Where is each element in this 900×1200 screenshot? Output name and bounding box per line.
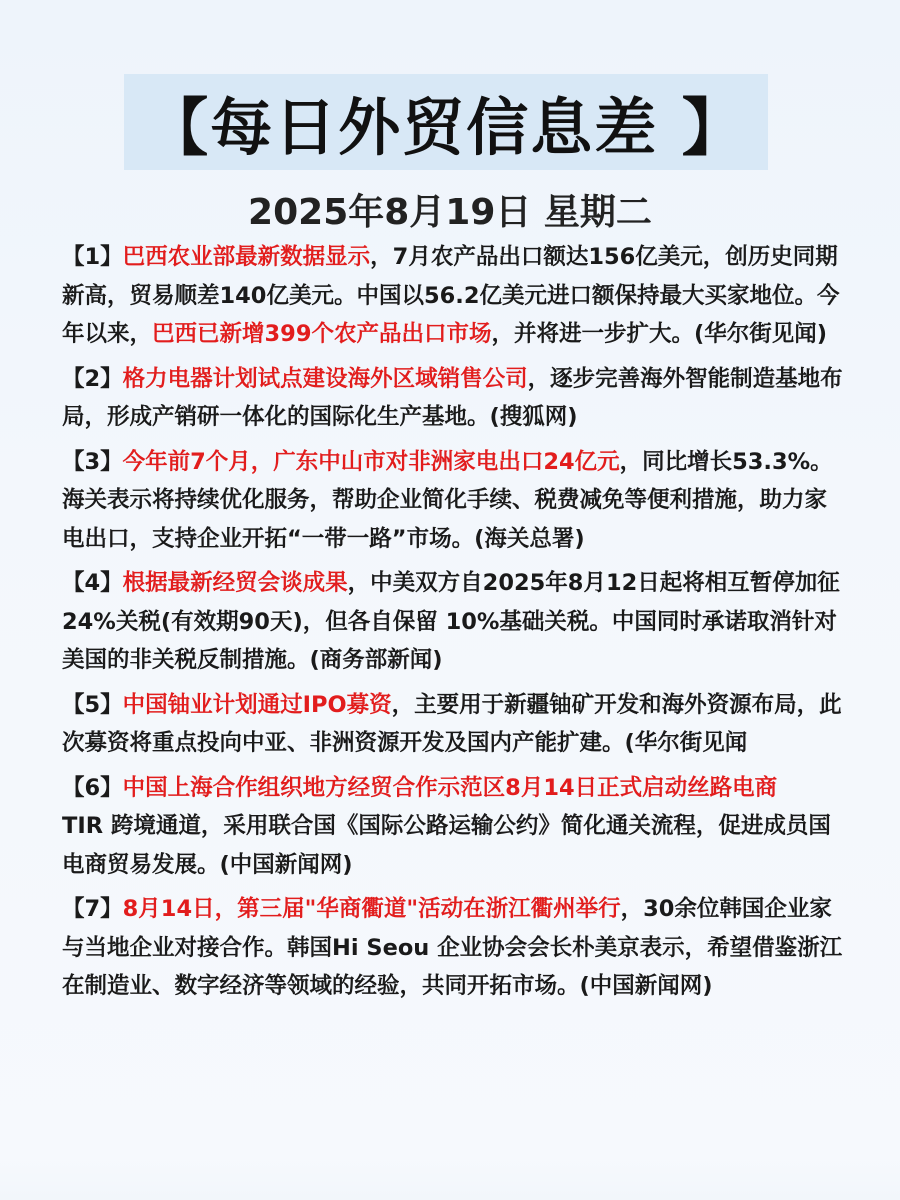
news-item-2	[62, 360, 846, 437]
item-text: ，中美双方自2025年8月12日起将相互暂停加征24%关税(有效期90天)，但各自保留 10%基础关税。中国同时承诺取消针对美国的非关税反制措施。(商务部新闻)	[62, 570, 840, 673]
news-item-7	[62, 890, 846, 1006]
item-text: ，30余位韩国企业家与当地企业对接合作。韩国Hi Seou 企业协会会长朴美京表示，希望借鉴浙江在制造业、数字经济等领域的经验，共同开拓市场。(中国新闻网)	[62, 896, 843, 999]
item-highlight-2: 巴西已新增399个农产品出口市场	[152, 321, 492, 347]
news-item-6	[62, 769, 846, 885]
news-item-3	[62, 443, 846, 559]
item-number: 【1】	[62, 244, 123, 270]
page-title: 【每日外贸信息差 】	[146, 90, 746, 164]
news-item-5	[62, 686, 846, 763]
item-text: ，主要用于新疆铀矿开发和海外资源布局，此次募资将重点投向中亚、非洲资源开发及国内产能扩建。(华尔街见闻	[62, 691, 842, 756]
news-list	[62, 238, 846, 1012]
item-text: TIR 跨境通道，采用联合国《国际公路运输公约》简化通关流程，促进成员国电商贸易发展。(中国新闻网)	[62, 813, 831, 878]
item-number: 【4】	[62, 570, 123, 596]
item-highlight: 中国上海合作组织地方经贸合作示范区8月14日正式启动丝路电商	[122, 774, 778, 801]
bottom-fade	[0, 1160, 900, 1200]
item-text: ，7月农产品出口额达156亿美元，创历史同期新高，贸易顺差140亿美元。中国以56.2亿美元进口额保持最大买家地位。今年以来，	[62, 244, 840, 347]
item-number: 【5】	[62, 691, 123, 718]
news-item-1	[62, 238, 846, 354]
item-text: ，同比增长53.3%。海关表示将持续优化服务，帮助企业简化手续、税费减免等便利措施，助力家电出口，支持企业开拓“一带一路”市场。(海关总署)	[62, 448, 833, 552]
item-highlight: 格力电器计划试点建设海外区域销售公司	[122, 365, 528, 392]
item-highlight: 今年前7个月，广东中山市对非洲家电出口24亿元	[122, 448, 620, 475]
item-text: ，逐步完善海外智能制造基地布局，形成产销研一体化的国际化生产基地。(搜狐网)	[62, 365, 843, 430]
item-highlight: 根据最新经贸会谈成果	[122, 570, 348, 596]
item-text-2: ，并将进一步扩大。(华尔街见闻)	[491, 321, 828, 347]
item-number: 【7】	[62, 896, 123, 922]
news-item-4	[62, 564, 846, 680]
item-number: 【6】	[62, 774, 123, 801]
item-number: 【3】	[62, 448, 123, 475]
item-highlight: 中国铀业计划通过IPO募资	[122, 691, 392, 718]
item-highlight: 8月14日，第三届"华商衢道"活动在浙江衢州举行	[122, 896, 621, 922]
item-highlight: 巴西农业部最新数据显示	[122, 244, 371, 270]
date-line: 2025年8月19日 星期二	[248, 192, 652, 233]
item-number: 【2】	[62, 365, 123, 392]
